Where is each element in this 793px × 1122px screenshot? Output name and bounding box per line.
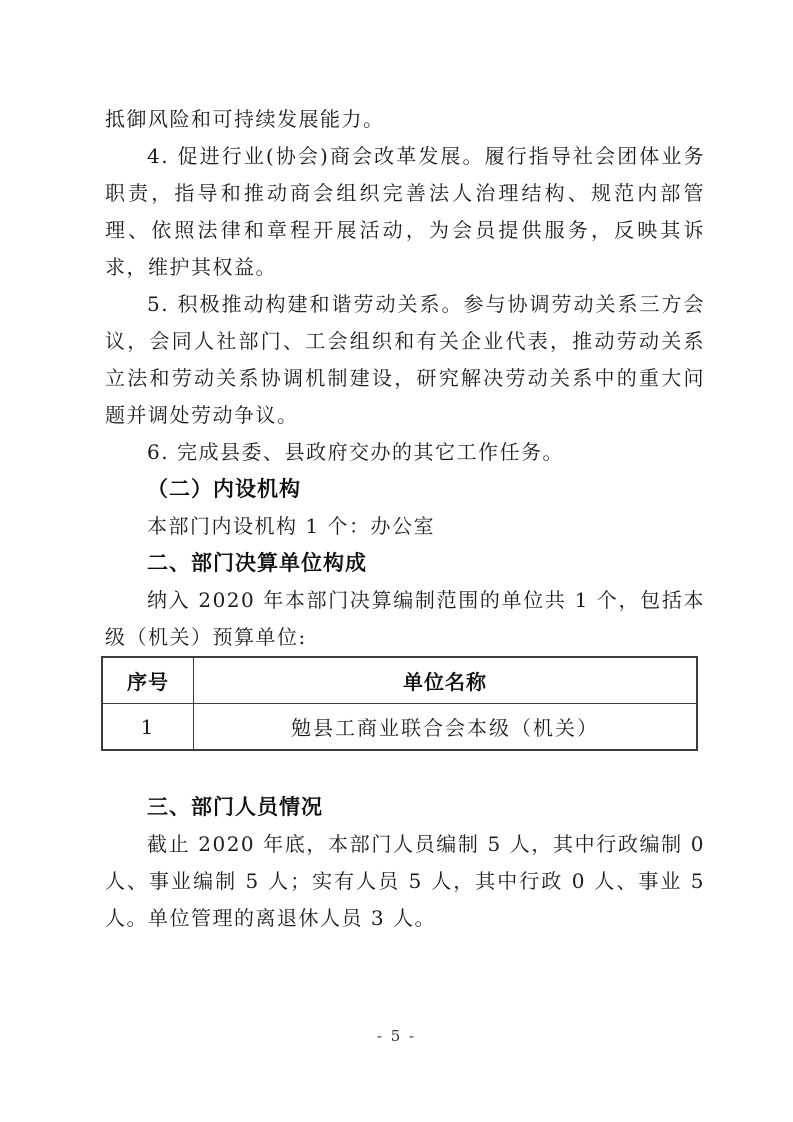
heading-personnel: 三、部门人员情况 xyxy=(147,795,323,819)
paragraph-item-4: 4. 促进行业(协会)商会改革发展。履行指导社会团体业务职责，指导和推动商会组织完善法人治理结构、规范内部管理、依照法律和章程开展活动，为会员提供服务，反映其诉求，维护其权益。 xyxy=(105,144,705,279)
heading-internal-org: （二）内设机构 xyxy=(147,477,301,501)
paragraph-unit-composition: 纳入 2020 年本部门决算编制范围的单位共 1 个，包括本级（机关）预算单位: xyxy=(105,588,705,649)
document-body xyxy=(105,101,705,937)
paragraph-item-6: 6. 完成县委、县政府交办的其它工作任务。 xyxy=(147,440,564,464)
paragraph-continuation: 抵御风险和可持续发展能力。 xyxy=(105,107,385,131)
heading-unit-composition: 二、部门决算单位构成 xyxy=(147,551,367,575)
table-cell-index: 1 xyxy=(102,704,194,751)
table-header-unit-name: 单位名称 xyxy=(194,657,698,704)
page-number: - 5 - xyxy=(376,1027,417,1045)
page-footer xyxy=(0,1026,793,1046)
paragraph-personnel: 截止 2020 年底，本部门人员编制 5 人，其中行政编制 0 人、事业编制 5 人；实有人员 5 人，其中行政 0 人、事业 5 人。单位管理的离退休人员 3 人。 xyxy=(105,832,705,930)
table-header-index: 序号 xyxy=(102,657,194,704)
table-header-row xyxy=(102,657,697,704)
paragraph-internal-org: 本部门内设机构 1 个：办公室 xyxy=(147,514,435,538)
table-cell-unit-name: 勉县工商业联合会本级（机关） xyxy=(194,704,698,751)
units-table xyxy=(101,656,698,751)
paragraph-item-5: 5. 积极推动构建和谐劳动关系。参与协调劳动关系三方会议，会同人社部门、工会组织和有关企业代表，推动劳动关系立法和劳动关系协调机制建设，研究解决劳动关系中的重大问题并调处劳动争议。 xyxy=(105,292,705,427)
table-row xyxy=(102,704,697,751)
